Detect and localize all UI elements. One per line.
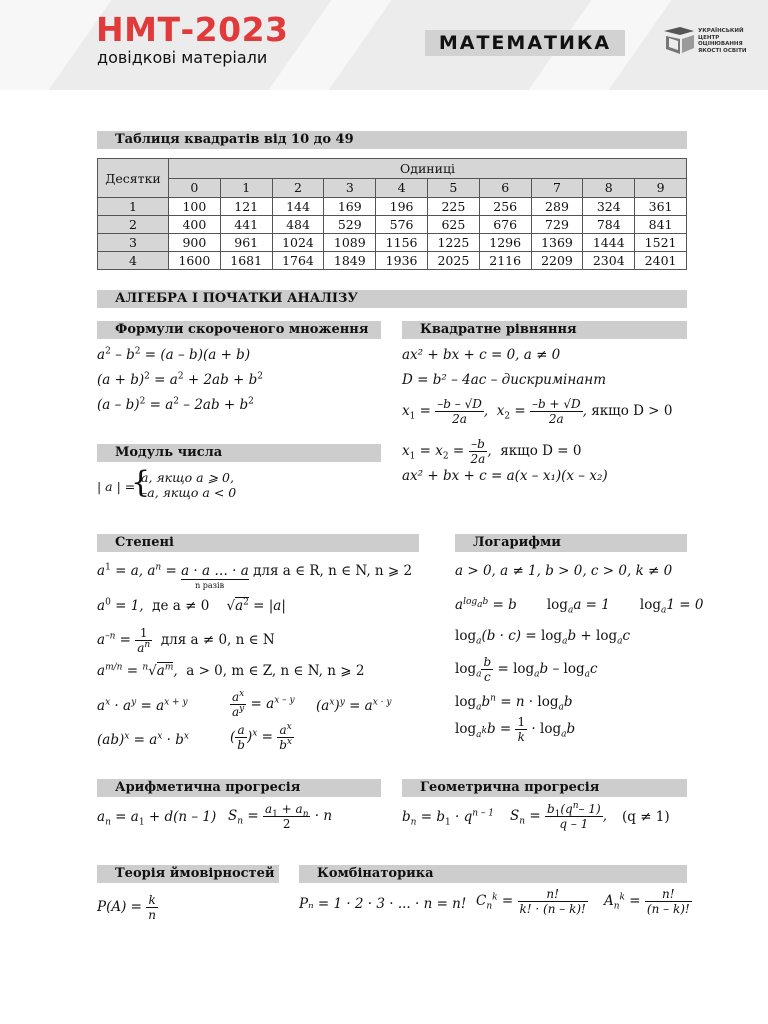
square-cell: 1024 xyxy=(272,234,324,252)
logarithms-title: Логарифми xyxy=(455,534,687,552)
square-cell: 676 xyxy=(479,216,531,234)
discriminant: D = b² – 4ac – дискримінант xyxy=(402,372,606,388)
square-cell: 121 xyxy=(220,198,272,216)
log-identity: $a^{log_ab} = b$ $\log_aa = 1$ $\log_a1 = 0$ xyxy=(455,596,704,616)
unit-header: 2 xyxy=(272,178,324,198)
probability-title: Теорія ймовірностей xyxy=(97,865,279,883)
square-cell: 529 xyxy=(324,216,376,234)
square-cell: 169 xyxy=(324,198,376,216)
square-cell: 1681 xyxy=(220,252,272,270)
tens-cell: 1 xyxy=(98,198,169,216)
power-def-condition: для a ∈ R, n ∈ N, n ⩾ 2 xyxy=(253,563,413,579)
subject-banner: МАТЕМАТИКА xyxy=(425,30,625,56)
square-cell: 361 xyxy=(635,198,687,216)
square-cell: 1764 xyxy=(272,252,324,270)
square-cell: 729 xyxy=(531,216,583,234)
power-of-power: $(a^x)^y = a^{x \cdot y}$ xyxy=(316,697,392,714)
log-conditions: a > 0, a ≠ 1, b > 0, c > 0, k ≠ 0 xyxy=(455,563,673,579)
square-cell: 576 xyxy=(376,216,428,234)
table-row xyxy=(98,216,687,234)
square-cell: 289 xyxy=(531,198,583,216)
arithmetic-sum: $S_n$ = $\frac{a_1 + a_n}{2}$ · n xyxy=(228,802,333,831)
quadratic-title: Квадратне рівняння xyxy=(402,321,687,339)
unit-header: 9 xyxy=(635,178,687,198)
square-cell: 2304 xyxy=(583,252,635,270)
unit-header: 4 xyxy=(376,178,428,198)
square-cell: 625 xyxy=(427,216,479,234)
square-cell: 900 xyxy=(169,234,221,252)
square-cell: 2209 xyxy=(531,252,583,270)
square-cell: 1156 xyxy=(376,234,428,252)
modulus-case-positive: a, якщо a ⩾ 0, xyxy=(141,470,234,485)
square-cell: 144 xyxy=(272,198,324,216)
units-row xyxy=(98,178,687,198)
tens-cell: 2 xyxy=(98,216,169,234)
log-base-power: $\log_{a^k}b$ = $\frac{1}{k}$ · $\log_ab$ xyxy=(455,715,576,744)
table-row xyxy=(98,198,687,216)
square-cell: 256 xyxy=(479,198,531,216)
power-product: $a^x \cdot a^y = a^{x + y}$ xyxy=(97,697,188,714)
probability-formula: P(A) = $\frac{k}{n}$ xyxy=(97,893,156,922)
formula-square-sum: $(a + b)^2 = a^2 + 2ab + b^2$ xyxy=(97,371,263,388)
square-cell: 784 xyxy=(583,216,635,234)
column-header: Одиниці xyxy=(169,159,687,179)
square-cell: 2401 xyxy=(635,252,687,270)
powers-title: Степені xyxy=(97,534,419,552)
geometric-sum: $S_n$ = $\frac{b_1(q^n- 1)}{q - 1}$ , xyxy=(510,801,607,831)
unit-header: 3 xyxy=(324,178,376,198)
combinations-formula: $C_n^k$ = $\frac{n!}{k! \cdot (n - k)!}$ xyxy=(476,887,586,916)
square-cell: 400 xyxy=(169,216,221,234)
unit-header: 8 xyxy=(583,178,635,198)
arrangements-formula: $A_n^k$ = $\frac{n!}{(n - k)!}$ xyxy=(604,887,690,916)
square-cell: 1369 xyxy=(531,234,583,252)
squares-table xyxy=(97,158,687,270)
double-root-condition: якщо D = 0 xyxy=(500,443,582,459)
formula-square-diff: $(a - b)^2 = a^2 - 2ab + b^2$ xyxy=(97,396,254,413)
square-cell: 1521 xyxy=(635,234,687,252)
unit-header: 1 xyxy=(220,178,272,198)
power-of-product: $(ab)^x = a^x \cdot b^x$ xyxy=(97,731,189,748)
tens-cell: 3 xyxy=(98,234,169,252)
short-mult-title: Формули скороченого множення xyxy=(97,321,381,339)
squares-body xyxy=(98,198,687,270)
squares-table-title: Таблиця квадратів від 10 до 49 xyxy=(97,131,687,149)
square-cell: 1936 xyxy=(376,252,428,270)
arithmetic-progression-title: Арифметична прогресія xyxy=(97,779,381,797)
square-cell: 1444 xyxy=(583,234,635,252)
unit-header: 7 xyxy=(531,178,583,198)
square-cell: 1849 xyxy=(324,252,376,270)
table-row xyxy=(98,252,687,270)
formula-diff-squares: $a^2 - b^2 = (a - b)(a + b)$ xyxy=(97,346,251,363)
row-header: Десятки xyxy=(98,159,169,198)
header-stripe xyxy=(0,0,112,90)
times-label: n разів xyxy=(195,581,225,590)
geometric-condition: (q ≠ 1) xyxy=(622,809,670,825)
square-cell: 841 xyxy=(635,216,687,234)
square-cell: 1600 xyxy=(169,252,221,270)
power-of-quotient: ( $\frac{a}{b}$ )$^x$ = $\frac{a^x}{b^x}$ xyxy=(230,722,292,752)
table-row xyxy=(98,234,687,252)
square-cell: 1225 xyxy=(427,234,479,252)
unit-header: 0 xyxy=(169,178,221,198)
power-negative: $a^{-n}$ = $\frac{1}{a^n}$ для a ≠ 0, n ∈ N xyxy=(97,626,275,655)
geometric-nth-term: $b_n = b_1 \cdot q^{n - 1}$ xyxy=(402,808,494,828)
negative-condition: для a ≠ 0, n ∈ N xyxy=(160,632,275,648)
quadratic-equation: ax² + bx + c = 0, a ≠ 0 xyxy=(402,347,561,363)
exam-subtitle: довідкові матеріали xyxy=(97,48,268,67)
log-quotient: $\log_a$ $\frac{b}{c}$ = $\log_ab - \log_ac$ xyxy=(455,655,598,684)
power-fractional: $a^{m/n} = ^n√a^m$, a > 0, m ∈ Z, n ∈ N, n ⩾ 2 xyxy=(97,662,365,679)
square-cell: 2025 xyxy=(427,252,479,270)
square-cell: 1089 xyxy=(324,234,376,252)
center-name: УКРАЇНСЬКИЙ ЦЕНТР ОЦІНЮВАННЯ ЯКОСТІ ОСВІТИ xyxy=(698,28,747,54)
square-cell: 484 xyxy=(272,216,324,234)
square-cell: 225 xyxy=(427,198,479,216)
zero-condition: де a ≠ 0 xyxy=(152,598,210,614)
algebra-section-title: АЛГЕБРА І ПОЧАТКИ АНАЛІЗУ xyxy=(97,290,687,308)
square-cell: 441 xyxy=(220,216,272,234)
power-quotient: $\frac{a^x}{a^y}$ = $a^{x - y}$ xyxy=(232,689,295,719)
unit-header: 6 xyxy=(479,178,531,198)
roots-condition: якщо D > 0 xyxy=(591,403,673,419)
square-cell: 2116 xyxy=(479,252,531,270)
quadratic-factorization: ax² + bx + c = a(x – x₁)(x – x₂) xyxy=(402,468,608,484)
log-power: $\log_ab^n = n \cdot \log_ab$ xyxy=(455,693,573,713)
square-cell: 100 xyxy=(169,198,221,216)
modulus-case-negative: –a, якщо a < 0 xyxy=(141,485,237,500)
permutations-formula: Pₙ = 1 · 2 · 3 · ... · n = n! xyxy=(299,896,467,912)
power-zero: $a^0 = 1$, де a ≠ 0 $√a^2 = |a|$ xyxy=(97,597,286,614)
square-cell: 324 xyxy=(583,198,635,216)
ucoyo-logo-icon xyxy=(662,27,696,55)
fractional-condition: a > 0, m ∈ Z, n ∈ N, n ⩾ 2 xyxy=(186,663,365,679)
arithmetic-nth-term: $a_n = a_1 + d(n - 1)$ xyxy=(97,809,217,828)
tens-cell: 4 xyxy=(98,252,169,270)
square-cell: 1296 xyxy=(479,234,531,252)
quadratic-roots: $x_1$ = $\frac{-b - √D}{2a}$ , $x_2$ = $\frac{-b + √D}{2a}$ , якщо D > 0 xyxy=(402,397,673,426)
geometric-progression-title: Геометрична прогресія xyxy=(402,779,687,797)
square-cell: 196 xyxy=(376,198,428,216)
modulus-title: Модуль числа xyxy=(97,444,381,462)
square-cell: 961 xyxy=(220,234,272,252)
power-definition: $a^1 = a$, $a^n = a \cdot a$ … · a n разів для a ∈ R, n ∈ N, n ⩾ 2 xyxy=(97,562,413,590)
log-product: $\log_a(b \cdot c) = \log_ab + \log_ac$ xyxy=(455,628,631,647)
unit-header: 5 xyxy=(427,178,479,198)
exam-title: НМТ-2023 xyxy=(96,10,289,49)
combinatorics-title: Комбінаторика xyxy=(299,865,687,883)
quadratic-double-root: $x_1 = x_2$ = $\frac{-b}{2a}$ , якщо D = 0 xyxy=(402,437,582,466)
